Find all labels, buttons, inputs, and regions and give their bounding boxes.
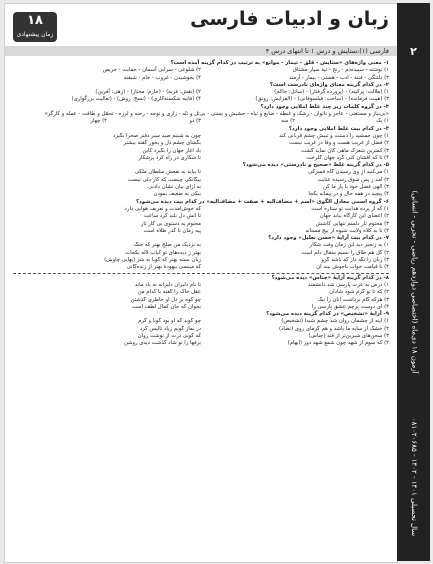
question-options	[13, 67, 389, 82]
option-item[interactable]: محتوم به دستوی بی کار تار	[140, 220, 201, 227]
question-item	[13, 235, 389, 271]
option-item[interactable]: یاد آغاز جهان را بگیرد کاین	[142, 147, 201, 154]
question-item	[13, 82, 389, 104]
option-item[interactable]: ۴) (فانیه شکسته‌کاری) - (نسخ: روش) - (تعالیت بزرگواری)	[71, 96, 201, 103]
option-item[interactable]: به ازای بیان نشان دادنی	[147, 184, 201, 191]
side-heading: آزمون ۱۸ دی‌ماه (اختصاصی دوازدهم ریاضی - تجربی - انسانی)	[410, 190, 418, 374]
question-stem: ۲- در کدام گزینه معنای واژه‌ای نادرست است؟	[269, 81, 389, 88]
question-item	[13, 162, 389, 198]
question-stem: ۶- گروه اسمی معادل الگوی «اسم + مضاف‌الیه + صفت + مضاف‌الیه» در کدام بیت دیده می‌شود؟	[135, 198, 389, 205]
option-item[interactable]: به نزدیک من صلح بهتر که جنگ	[133, 242, 201, 249]
question-options	[13, 242, 389, 271]
side-code: ۰۸۱۰۲۰۶۸۵ - سال تحصیلی ۱۴۰۱ - ۱۴۰۲	[409, 417, 418, 537]
option-item[interactable]: ۱) به زنجیر دید این زمان وقت شکار	[309, 242, 389, 249]
option-item[interactable]: ۳) زبان را نگه دار که باشد گرو	[321, 257, 389, 264]
option-item[interactable]: ۳) دو	[189, 118, 201, 125]
option-item[interactable]: ۱) که از پرده هدایت تو ستاره است	[311, 205, 389, 212]
question-stem: ۹- آرایۀ «تشخیص» در کدام گزینه دیده می‌شود؟	[266, 311, 389, 318]
page-subtitle: فارسی (۱)،ستایش و درس ۱ تا انتهای درس ۴	[265, 47, 389, 55]
option-item[interactable]: عقل خاک را گفته با کدام من	[137, 289, 201, 296]
option-item[interactable]: زبان بسته بهتر که گویا به شر (بهایی چاوش)	[104, 257, 201, 264]
option-item[interactable]: ۴) تا که افشان کنی گرد جهان گلرخت	[306, 154, 389, 161]
option-item[interactable]: ۴) که سوم از شهد چون شمع شهد دور (ایهام)	[287, 340, 389, 347]
option-item[interactable]: ۴) تا به کلاه ولایت شیوه از پیچ مستانه	[305, 227, 389, 234]
option-item[interactable]: که خوش‌آمدت و تعریف هوایی دارد	[124, 205, 201, 212]
option-item[interactable]: بهتر ز دیده‌های تو کباب لاله بکجات	[125, 249, 201, 256]
option-item[interactable]: ۴) پیچید در همه حال و در پیمانه یکجا	[308, 191, 389, 198]
option-item[interactable]: چو گوید که او بود گویا و گرم	[138, 318, 201, 325]
question-stem: ۳- در گروه کلمات زیر چند غلط املایی وجود دارد؟	[260, 103, 389, 110]
option-item[interactable]: چون به شبنم صید سیر دفتر صحرا بگیرد	[113, 132, 201, 139]
option-item[interactable]: ۳) هرکه گام برداشت آنان را نیک	[317, 296, 389, 303]
question-body: «بی‌نیاز و مستغنی - عاجز و ناتوان - رشک و غبطه - ضایع و تباه - حشیش و پستی - بی‌تل و تبّه - زاری و نوحه - رحنه و لرزه - تحمّل و طاقت - عمله و کارگر»	[44, 111, 389, 118]
option-item[interactable]: تا بیاید به نفعش سلطان ملکی	[134, 169, 201, 176]
page-title: زبان و ادبیات فارسی	[190, 8, 389, 30]
question-item	[13, 275, 389, 311]
question-count-badge	[13, 12, 57, 42]
option-item[interactable]: بگشای چشم دل و بخور گفته بیشتر	[123, 140, 201, 147]
subtitle-bar	[5, 46, 397, 56]
option-item[interactable]: بخوان که جان کمال لطف است	[131, 303, 201, 310]
option-item[interactable]: ۲) فضل از غریب هست و وفا در غریب نیست	[289, 140, 389, 147]
question-options	[13, 89, 389, 104]
option-item[interactable]: ۳) کمترین شعرگ ماهی کان نماید گشت	[301, 147, 389, 154]
option-item[interactable]: ۲) (نقش: فربه) - (خارم: مختار) - (زهی: آفرین)	[95, 89, 201, 96]
option-item[interactable]: ۱) درس به عزت پارسی شد دانشمند	[308, 281, 389, 288]
option-item[interactable]: ۲) که تا تو گرم شود شادان	[329, 289, 389, 296]
question-options	[13, 206, 389, 235]
option-item[interactable]: که مینسی بیهودۀ بهتر از زنده‌گانی	[126, 264, 201, 271]
exam-page	[4, 3, 398, 563]
option-item[interactable]: ۲) شلوغی - سرابی آسمان - حمایت - حریص	[102, 67, 201, 74]
question-item	[13, 199, 389, 235]
page-header	[5, 4, 397, 46]
question-options	[13, 118, 389, 125]
question-stem: ۷- در کدام بیت آرایۀ «حسن تعلیل» وجود دارد؟	[268, 235, 389, 242]
side-page-number: ۲	[410, 45, 417, 58]
option-item[interactable]: ۲) گل هم طاق را نسیم سفال دلم است	[301, 249, 389, 256]
option-item[interactable]: ۱) می‌کنید از وی رسیدن گاه فسرکی	[308, 169, 389, 176]
question-list	[13, 60, 389, 348]
option-item[interactable]: ۳) محتوم تار دلسم تنهایی کاشش	[315, 220, 389, 227]
question-options	[13, 133, 389, 162]
question-item	[13, 60, 389, 82]
question-item	[13, 126, 389, 162]
option-item[interactable]: ۱) چون جمشید را دستت و تبیش چشم قربانی کند	[279, 132, 389, 139]
question-options	[13, 282, 389, 311]
question-stem: ۱- معنی واژه‌های «ستایش - قلق - تیمار - موانع» به ترتیب در کدام گزینه آمده است؟	[170, 60, 389, 66]
option-item[interactable]: بیکی به ضعیف نمودن	[153, 191, 201, 198]
option-item[interactable]: ۳) (هیبت فرمانده) - (ساخت: فیلسوفانی) - (الفزایش: رونق)	[255, 96, 389, 103]
option-item[interactable]: ۲) خشک از سایه ما باشد و هم گرمای روی (تضاد)	[278, 325, 389, 332]
option-item[interactable]: ۴) تا قیامت خواب ناخوش بیند آن	[316, 264, 389, 271]
option-item[interactable]: ۳) الهی فضل خود با پار ما کن	[323, 184, 389, 191]
option-item[interactable]: تا آتش دل بلند گرد ساعت	[143, 213, 201, 220]
option-item[interactable]: بیگانگی چیست که کار دلی نیست	[127, 176, 201, 183]
option-item[interactable]: ۴) چهار	[90, 118, 107, 125]
question-stem: ۸- در کدام گزینه آرایۀ «جناس» دیده می‌شود؟	[271, 274, 389, 281]
option-item[interactable]: پیه زمان تا گذر طلاه است	[143, 227, 201, 234]
option-item[interactable]: تا نام دلیران دلیرانه به یاد ماند	[134, 281, 201, 288]
question-options	[13, 169, 389, 198]
option-item[interactable]: چو کوه بر دل او خاطری گذشتن	[130, 296, 201, 303]
option-item[interactable]: ۱) نوشته - سپیده‌دم - رنج - تپۀ سپار مشتاق	[292, 67, 389, 74]
option-item[interactable]: ۴) ای دوست پرچم عشق پارسی را	[311, 303, 389, 310]
option-item[interactable]: ۴) بجوشیدن - غروب - خام - شیفته	[123, 74, 201, 81]
option-item[interactable]: تا شکاری در راه کرد پرشکار	[138, 154, 201, 161]
question-stem: ۴- در کدام بیت غلط املایی وجود دارد؟	[288, 125, 389, 132]
question-item	[13, 311, 389, 347]
question-stem: ۵- در کدام گزینه غلط «صحیح و نادرستی» دیده می‌شود؟	[242, 162, 389, 169]
side-strip	[397, 3, 430, 561]
option-item[interactable]: ۱) آینه از چشمان روان شد چشم شیدا (تشخیص)	[281, 318, 389, 325]
badge-subtitle: زمان پیشنهادی	[16, 31, 54, 38]
option-item[interactable]: ۱) یک	[376, 118, 389, 125]
option-item[interactable]: که گویی درت از نوشت روان	[137, 332, 201, 339]
option-item[interactable]: ۲) آمد ز پس شوق رسیده عنایت	[317, 176, 389, 183]
badge-number: ۱۸	[27, 13, 43, 28]
option-item[interactable]: برفها را تو شاد گذشت دیدی روشن	[123, 340, 201, 347]
option-item[interactable]: ۲) سه	[281, 118, 295, 125]
option-item[interactable]: ۲) اعضای این کارگاه بیابد جهان	[319, 213, 389, 220]
option-item[interactable]: ۳) دلتنگی - فتنه - ادب - هستی - بیمار - آرمند	[289, 74, 389, 81]
question-item	[13, 104, 389, 126]
question-options	[13, 318, 389, 347]
section-divider	[13, 273, 389, 274]
option-item[interactable]: ۳) سخن‌های شیرین‌تر از قند (جناس)	[308, 332, 389, 339]
option-item[interactable]: در نماز گویم زیاد نالیس کرد	[139, 325, 201, 332]
option-item[interactable]: ۱) (ملالت: پرکینه) - (پرورده گرفتار) - (ساتل: حاکم)	[274, 89, 389, 96]
